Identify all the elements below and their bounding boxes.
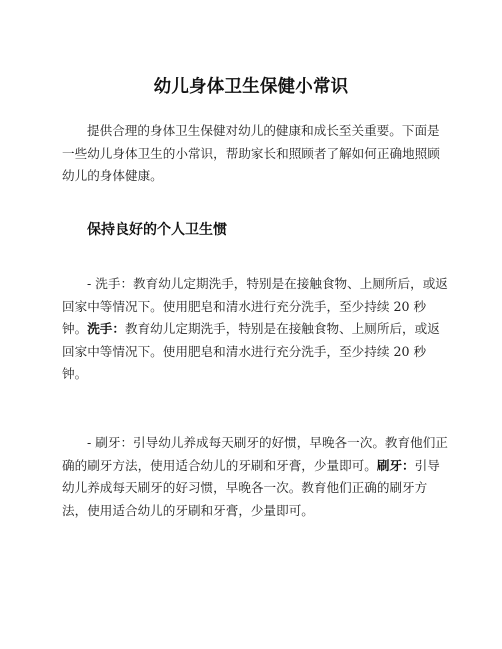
section-heading: 保持良好的个人卫生惯 [87,222,227,238]
item-bold-label: 洗手： [87,321,125,336]
item-bold-label: 刷牙： [376,457,415,473]
list-item-toothbrushing [62,432,450,522]
item-text: - 刷牙：引导幼儿养成每天刷牙的好惯，早晚各一次。教育他们正确的刷牙方法，使用适合幼儿的牙刷和牙膏，少量即可。 [62,435,448,473]
item-text-repeat: 教育幼儿定期洗手，特别是在接触食物、上厕所后，或返回家中等情况下。使用肥皂和清水进行充分洗手，至少持续 20 秒钟。 [62,321,440,381]
document-title: 幼儿身体卫生保健小常识 [153,76,349,97]
item-text-repeat: 引导幼儿养成每天刷牙的好习惯，早晚各一次。教育他们正确的刷牙方法，使用适合幼儿的牙刷和牙膏，少量即可。 [62,457,440,518]
list-item-handwashing [62,273,450,386]
intro-paragraph: 提供合理的身体卫生保健对幼儿的健康和成长至关重要。下面是一些幼儿身体卫生的小常识，帮助家长和照顾者了解如何正确地照顾幼儿的身体健康。 [62,123,440,183]
item-text: - 洗手：教育幼儿定期洗手，特别是在接触食物、上厕所后，或返回家中等情况下。使用肥皂和清水进行充分洗手，至少持续 20 秒钟。 [62,276,448,336]
